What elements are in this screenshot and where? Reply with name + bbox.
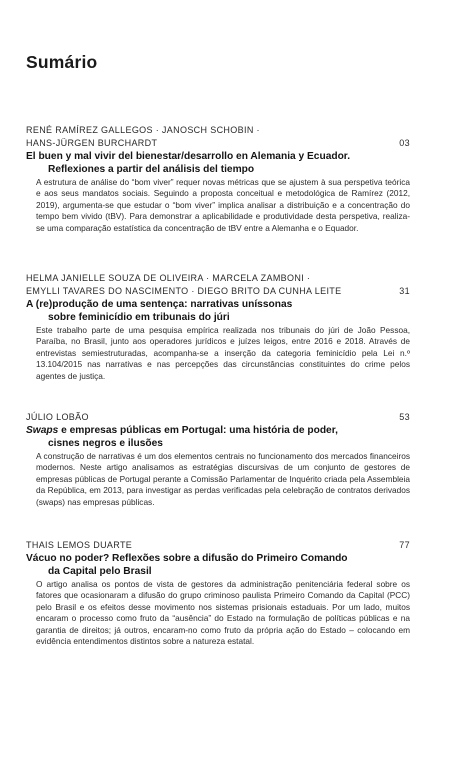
- authors-line: RENÉ RAMÍREZ GALLEGOS · JANOSCH SCHOBIN ·: [26, 125, 260, 135]
- authors-line: THAIS LEMOS DUARTE: [26, 540, 133, 550]
- authors-line: JÚLIO LOBÃO: [26, 412, 89, 422]
- title-line: da Capital pelo Brasil: [48, 565, 152, 577]
- toc-entry: [26, 272, 410, 382]
- toc-entry: [26, 124, 410, 234]
- title-line: A (re)produção de uma sentença: narrativas uníssonas: [26, 299, 293, 310]
- title-line: Reflexiones a partir del análisis del tiempo: [48, 163, 255, 175]
- title-line: sobre feminicídio em tribunais do júri: [48, 311, 230, 323]
- entry-authors: [26, 124, 410, 150]
- toc-entry: [26, 539, 410, 647]
- title-line: Vácuo no poder? Reflexões sobre a difusão do Primeiro Comando: [26, 553, 348, 564]
- authors-line: EMYLLI TAVARES DO NASCIMENTO · DIEGO BRITO DA CUNHA LEITE: [26, 286, 342, 296]
- authors-line: HELMA JANIELLE SOUZA DE OLIVEIRA · MARCELA ZAMBONI ·: [26, 273, 311, 283]
- title-line: cisnes negros e ilusões: [48, 437, 163, 449]
- authors-line: HANS-JÜRGEN BURCHARDT: [26, 138, 158, 148]
- entry-authors: [26, 539, 410, 552]
- entry-title: [26, 425, 410, 450]
- page-number: 77: [399, 540, 410, 550]
- entry-title: [26, 553, 410, 578]
- entry-authors: [26, 272, 410, 298]
- title-line: [26, 425, 410, 438]
- page-title: Sumário: [26, 52, 98, 72]
- page-number: 53: [399, 412, 410, 422]
- entry-abstract: A construção de narrativas é um dos elementos centrais no funcionamento dos mercados financeiros modernos. Neste artigo analisamos as estratégias discursivas de um conjunto de gestores de empresas públicas de Portugal perante a Comissão Parlamentar de Inquérito criada pela Assembleia da República, em 2013, para investigar as perdas verificadas pela celebração de contratos derivados (swaps) nas empresas públicas.: [36, 451, 410, 507]
- page-number: 31: [399, 286, 410, 296]
- entry-abstract: A estrutura de análise do “bom viver” requer novas métricas que se ajustem à sua perspetiva teórica e aos seus mandatos sociais. Seguindo a proposta conceitual e metodológica de Ramírez (2012, 2019), argumenta-se que estudar o “bom viver” implica analisar a distribuição e a concentração do tempo bem vivido (tBV). Para demonstrar a aplicabilidade e produtividade desta perspetiva, realiza-se uma comparação estatística da concentração de tBV entre a Alemanha e o Equador.: [36, 177, 410, 233]
- title-italic-term: Swaps: [26, 425, 59, 436]
- entry-abstract: O artigo analisa os pontos de vista de gestores da administração penitenciária federal sobre os fatores que ocasionaram a difusão do grupo criminoso paulista Primeiro Comando da Capital (PCC) pelo Brasil e os efeitos desse movimento nos sistemas prisionais estaduais. Por um lado, muitos encaram o processo como fruto da “ausência” do Estado na formulação de políticas públicas e na garantia de direitos; já outros, encaram-no como fruto da própria ação do Estado – colocando em evidência entendimentos distintos sobre a natureza estatal.: [36, 579, 410, 647]
- entry-authors: [26, 411, 410, 424]
- title-line-rest: e empresas públicas em Portugal: uma história de poder,: [58, 425, 338, 436]
- title-line: El buen y mal vivir del bienestar/desarrollo en Alemania y Ecuador.: [26, 151, 351, 162]
- page-number: 03: [399, 138, 410, 148]
- toc-entry: [26, 411, 410, 508]
- entry-abstract: Este trabalho parte de uma pesquisa empírica realizada nos tribunais do júri de João Pessoa, Paraíba, no Brasil, junto aos operadores jurídicos e juízes leigos, entre 2016 e 2018. Através de entrevistas semiestruturadas, acompanha-se a inserção da categoria feminicídio pela Lei n.º 13.104/2015 nas narrativas e nas percepções das circunstâncias constituintes do crime pelos agentes de justiça.: [36, 325, 410, 381]
- entry-title: [26, 299, 410, 324]
- entry-title: [26, 151, 410, 176]
